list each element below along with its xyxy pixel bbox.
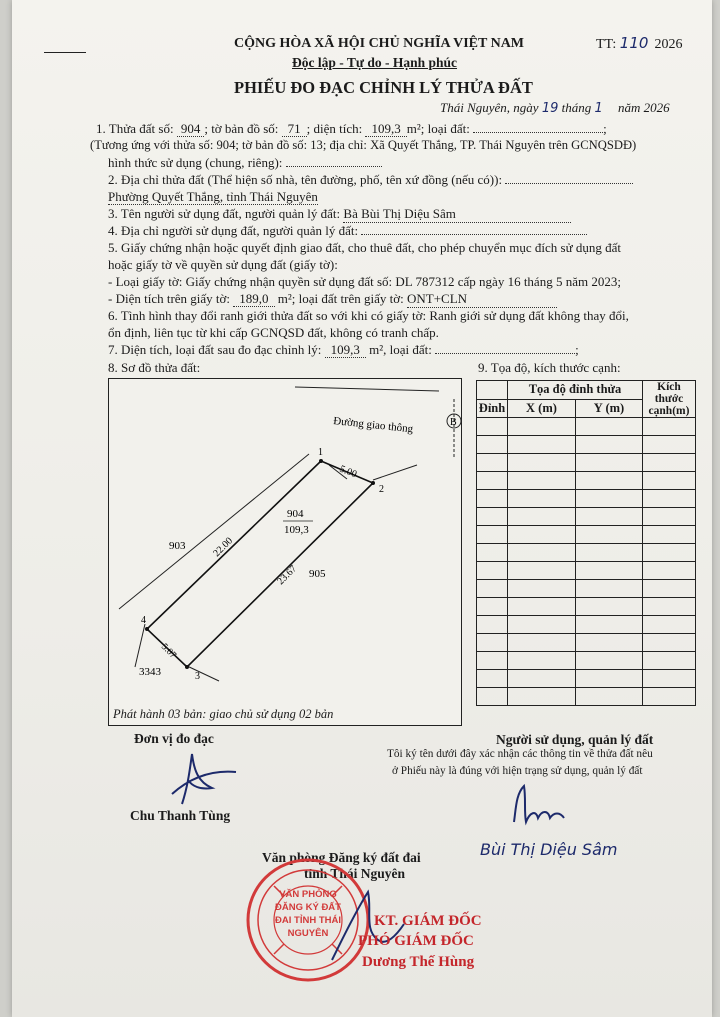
north-arrow-label: B bbox=[450, 417, 457, 428]
col-vertex-header: Đỉnh bbox=[477, 399, 508, 418]
coords-cell bbox=[575, 616, 642, 634]
coords-cell bbox=[477, 652, 508, 670]
coords-cell bbox=[575, 670, 642, 688]
coords-cell bbox=[643, 436, 696, 454]
coords-cell bbox=[508, 598, 576, 616]
coords-cell bbox=[643, 598, 696, 616]
vertex-2-label: 2 bbox=[379, 484, 384, 495]
owner-label: 3. Tên người sử dụng đất, người quản lý đất: bbox=[108, 206, 341, 221]
coords-cell bbox=[477, 688, 508, 706]
usage-form-blank bbox=[286, 166, 382, 167]
certificate-landtype-label: m²; loại đất trên giấy tờ: bbox=[277, 291, 404, 306]
deputy-title: PHÓ GIÁM ĐỐC bbox=[358, 933, 474, 949]
coords-row bbox=[477, 454, 696, 472]
address-blank bbox=[505, 183, 633, 184]
post-survey-area: 109,3 bbox=[325, 342, 366, 358]
vertex-2-dot bbox=[371, 481, 375, 485]
coords-cell bbox=[575, 454, 642, 472]
parcel-number: 904 bbox=[177, 121, 205, 137]
field-1-line bbox=[96, 121, 607, 137]
coords-cell bbox=[643, 580, 696, 598]
coords-cell bbox=[643, 652, 696, 670]
map-sheet-label: ; tờ bản đồ số: bbox=[204, 121, 279, 136]
field-6-line-2: ổn định, liên tục từ khi cấp GCNQSD đất, không có tranh chấp. bbox=[108, 325, 439, 340]
vertex-4-dot bbox=[145, 627, 149, 631]
country-heading: CỘNG HÒA XÃ HỘI CHỦ NGHĨA VIỆT NAM bbox=[234, 36, 525, 51]
date-day: 19 bbox=[541, 101, 559, 116]
land-type-blank bbox=[473, 132, 603, 133]
office-name-2: tỉnh Thái Nguyên bbox=[304, 866, 406, 881]
document-title: PHIẾU ĐO ĐẠC CHỈNH LÝ THỬA ĐẤT bbox=[234, 78, 533, 97]
certificate-area: 189,0 bbox=[233, 291, 274, 307]
surveyor-unit-label: Đơn vị đo đạc bbox=[134, 731, 214, 746]
coords-cell bbox=[477, 616, 508, 634]
field-1-line-3 bbox=[108, 155, 382, 171]
coords-row bbox=[477, 688, 696, 706]
vertex-1-dot bbox=[319, 459, 323, 463]
surveyor-name: Chu Thanh Tùng bbox=[130, 808, 231, 823]
vertex-4-label: 4 bbox=[141, 615, 146, 626]
land-type-label: m²; loại đất: bbox=[406, 121, 470, 136]
vertex-1-label: 1 bbox=[318, 447, 323, 458]
post-survey-landtype-blank bbox=[435, 353, 575, 354]
coords-cell bbox=[643, 616, 696, 634]
owner-address-label: 4. Địa chỉ người sử dụng đất, người quản lý đất: bbox=[108, 223, 359, 238]
coords-cell bbox=[575, 544, 642, 562]
coords-cell bbox=[508, 526, 576, 544]
certificate-area-label: - Diện tích trên giấy tờ: bbox=[108, 291, 231, 306]
user-signature bbox=[502, 778, 582, 828]
coords-cell bbox=[575, 562, 642, 580]
field-1-label: 1. Thửa đất số: bbox=[96, 121, 174, 136]
coords-row bbox=[477, 562, 696, 580]
coords-cell bbox=[477, 544, 508, 562]
date-month: 1 bbox=[594, 101, 603, 116]
area-value: 109,3 bbox=[365, 121, 406, 137]
col-y-header: Y (m) bbox=[575, 399, 642, 418]
coords-cell bbox=[643, 454, 696, 472]
document-page bbox=[12, 0, 712, 1017]
parcel-sketch bbox=[108, 378, 462, 726]
certificate-landtype: ONT+CLN bbox=[407, 291, 557, 308]
coords-cell bbox=[508, 616, 576, 634]
coords-cell bbox=[575, 436, 642, 454]
field-6-line-1: 6. Tình hình thay đổi ranh giới thửa đất so với khi có giấy tờ: Ranh giới sử dụng đất không thay đổi, bbox=[108, 308, 629, 323]
issue-date bbox=[440, 100, 670, 116]
coords-cell bbox=[643, 418, 696, 436]
tt-year: 2026 bbox=[654, 37, 683, 52]
edge-left-length: 22.00 bbox=[211, 535, 236, 560]
coords-cell bbox=[575, 472, 642, 490]
field-3-line bbox=[108, 206, 571, 223]
coords-row bbox=[477, 472, 696, 490]
tt-code bbox=[596, 34, 682, 53]
field-4-line bbox=[108, 223, 587, 239]
vertex-3-label: 3 bbox=[195, 671, 200, 682]
field-9-label: 9. Tọa độ, kích thước cạnh: bbox=[478, 360, 621, 375]
tt-number: 110 bbox=[619, 34, 649, 52]
coords-cell bbox=[477, 508, 508, 526]
coords-cell bbox=[477, 634, 508, 652]
boundary-bottom bbox=[185, 665, 219, 681]
coords-row bbox=[477, 544, 696, 562]
coords-cell bbox=[575, 508, 642, 526]
certificate-area-line bbox=[108, 291, 557, 308]
usage-form-label: hình thức sử dụng (chung, riêng): bbox=[108, 155, 283, 170]
coords-cell bbox=[643, 562, 696, 580]
coords-cell bbox=[643, 544, 696, 562]
parcel-address-value: Phường Quyết Thắng, tỉnh Thái Nguyên bbox=[108, 189, 318, 204]
coordinates-table bbox=[476, 380, 696, 706]
field-7-end: ; bbox=[575, 342, 579, 357]
coords-row bbox=[477, 580, 696, 598]
post-survey-landtype-label: m², loại đất: bbox=[369, 342, 432, 357]
date-place: Thái Nguyên, ngày bbox=[440, 100, 539, 115]
edge-bottom-length: 5.07 bbox=[158, 642, 178, 661]
field-2-line bbox=[108, 172, 633, 188]
coords-cell bbox=[508, 562, 576, 580]
user-name-handwritten: Bùi Thị Diệu Sâm bbox=[480, 840, 618, 859]
coords-cell bbox=[575, 652, 642, 670]
edge-length-header: Kích thước cạnh(m) bbox=[643, 381, 696, 418]
certificate-type: - Loại giấy tờ: Giấy chứng nhận quyền sử dụng đất số: DL 787312 cấp ngày 16 tháng 5 năm 2023; bbox=[108, 274, 621, 289]
area-label: ; diện tích: bbox=[306, 121, 363, 136]
coords-cell bbox=[477, 526, 508, 544]
coords-cell bbox=[575, 688, 642, 706]
coords-row bbox=[477, 598, 696, 616]
road-edge-line bbox=[295, 387, 439, 391]
coords-cell bbox=[575, 580, 642, 598]
field-1-end: ; bbox=[603, 121, 607, 136]
coords-cell bbox=[643, 634, 696, 652]
post-survey-label: 7. Diện tích, loại đất sau đo đạc chỉnh lý: bbox=[108, 342, 322, 357]
coords-cell bbox=[477, 670, 508, 688]
stamp-text: VĂN PHÒNG ĐĂNG KÝ ĐẤT ĐAI TỈNH THÁI NGUYÊN bbox=[275, 889, 341, 939]
field-5-line-1: 5. Giấy chứng nhận hoặc quyết định giao đất, cho thuê đất, cho phép chuyển mục đích sử dụng đất bbox=[108, 240, 622, 255]
coords-cell bbox=[477, 598, 508, 616]
field-1-line-2: (Tương ứng với thửa số: 904; tờ bản đồ số: 13; địa chỉ: Xã Quyết Thắng, TP. Thái Nguyên trên GCNQSDĐ) bbox=[90, 138, 637, 152]
sketch-footer: Phát hành 03 bản: giao chủ sử dụng 02 bản bbox=[113, 707, 334, 721]
coords-cell bbox=[508, 454, 576, 472]
office-name-1: Văn phòng Đăng ký đất đai bbox=[262, 850, 421, 865]
coords-row bbox=[477, 652, 696, 670]
field-7-line bbox=[108, 342, 579, 358]
coords-cell bbox=[508, 508, 576, 526]
coords-row bbox=[477, 418, 696, 436]
neighbor-905-label: 905 bbox=[309, 568, 326, 580]
boundary-905-road bbox=[373, 465, 417, 480]
coords-row bbox=[477, 526, 696, 544]
coords-cell bbox=[643, 472, 696, 490]
coords-cell bbox=[643, 508, 696, 526]
address-label: 2. Địa chỉ thửa đất (Thể hiện số nhà, tên đường, phố, tên xứ đồng (nếu có)): bbox=[108, 172, 503, 187]
parcel-address bbox=[108, 189, 318, 205]
coords-row bbox=[477, 436, 696, 454]
coords-cell bbox=[477, 490, 508, 508]
road-label: Đường giao thông bbox=[332, 415, 414, 436]
coords-cell bbox=[508, 418, 576, 436]
coords-row bbox=[477, 508, 696, 526]
coords-cell bbox=[477, 472, 508, 490]
date-month-label: tháng bbox=[561, 100, 592, 115]
user-confirm-2: ở Phiếu này là đúng với hiện trạng sử dụng, quản lý đất bbox=[392, 765, 643, 777]
boundary-3343 bbox=[135, 624, 145, 667]
field-5-line-2: hoặc giấy tờ về quyền sử dụng đất (giấy tờ): bbox=[108, 257, 338, 272]
coords-cell bbox=[477, 436, 508, 454]
surveyor-signature bbox=[152, 746, 242, 808]
motto: Độc lập - Tự do - Hạnh phúc bbox=[292, 55, 458, 70]
parcel-polygon bbox=[147, 461, 373, 667]
coords-row bbox=[477, 490, 696, 508]
coords-cell bbox=[477, 454, 508, 472]
owner-address-blank bbox=[361, 234, 587, 235]
coords-cell bbox=[508, 634, 576, 652]
coords-cell bbox=[643, 526, 696, 544]
vertex-3-dot bbox=[185, 665, 189, 669]
tt-label: TT: bbox=[596, 37, 617, 52]
coords-cell bbox=[575, 490, 642, 508]
user-title: Người sử dụng, quản lý đất bbox=[496, 732, 654, 747]
coords-cell bbox=[508, 436, 576, 454]
coords-cell bbox=[508, 688, 576, 706]
coords-cell bbox=[643, 670, 696, 688]
map-sheet-number: 71 bbox=[282, 121, 307, 137]
coords-row bbox=[477, 634, 696, 652]
corner-cell bbox=[477, 381, 508, 400]
coords-cell bbox=[575, 418, 642, 436]
deputy-name: Dương Thế Hùng bbox=[362, 954, 475, 970]
coords-cell bbox=[643, 688, 696, 706]
coords-cell bbox=[508, 490, 576, 508]
coords-cell bbox=[508, 652, 576, 670]
coords-row bbox=[477, 670, 696, 688]
neighbor-903-label: 903 bbox=[169, 540, 186, 552]
coords-cell bbox=[477, 418, 508, 436]
date-year: năm 2026 bbox=[618, 100, 670, 115]
coords-cell bbox=[508, 544, 576, 562]
parcel-number-label: 904 bbox=[287, 508, 304, 520]
coords-cell bbox=[477, 580, 508, 598]
coords-cell bbox=[575, 634, 642, 652]
parcel-sketch-svg bbox=[109, 379, 461, 725]
coords-cell bbox=[477, 562, 508, 580]
col-x-header: X (m) bbox=[508, 399, 576, 418]
parcel-area-label: 109,3 bbox=[284, 524, 309, 536]
coords-cell bbox=[643, 490, 696, 508]
field-8-label: 8. Sơ đồ thửa đất: bbox=[108, 360, 201, 375]
coords-cell bbox=[508, 670, 576, 688]
coords-cell bbox=[508, 580, 576, 598]
coords-group-header: Tọa độ đỉnh thửa bbox=[508, 381, 643, 400]
user-confirm-1: Tôi ký tên dưới đây xác nhận các thông tin về thửa đất nêu bbox=[387, 748, 653, 760]
kt-label: KT. GIÁM ĐỐC bbox=[374, 913, 482, 929]
coords-cell bbox=[575, 598, 642, 616]
owner-name: Bà Bùi Thị Diệu Sâm bbox=[343, 206, 571, 223]
coords-cell bbox=[575, 526, 642, 544]
edge-right-length: 23.67 bbox=[275, 563, 300, 588]
coords-row bbox=[477, 616, 696, 634]
neighbor-3343-label: 3343 bbox=[139, 666, 161, 678]
edge-1-2-length: 5.00 bbox=[337, 463, 359, 481]
top-left-rule bbox=[44, 52, 86, 53]
coords-cell bbox=[508, 472, 576, 490]
